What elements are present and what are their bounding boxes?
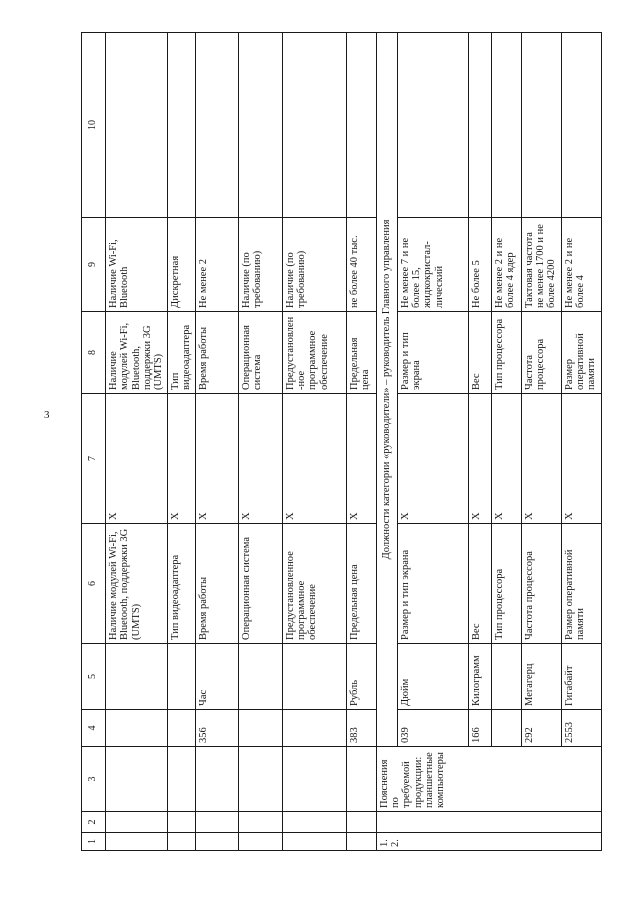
table-cell (106, 747, 168, 812)
header-row (82, 33, 106, 851)
table-cell: Вес (468, 312, 491, 394)
table-cell: Тактовая частота не менее 1700 и не более 4200 (521, 218, 561, 312)
table-cell (106, 33, 168, 218)
header-cell: 6 (82, 524, 106, 644)
table-cell: X (468, 394, 491, 524)
table-cell (238, 812, 282, 833)
table-cell: X (282, 394, 346, 524)
table-cell: X (106, 394, 168, 524)
table-row (167, 33, 195, 851)
table-cell: Операционная система (238, 312, 282, 394)
table-cell: 166 (468, 710, 491, 747)
table-cell (238, 833, 282, 851)
table-cell (106, 644, 168, 710)
table-cell (195, 812, 238, 833)
table-cell (282, 833, 346, 851)
table-cell: Не менее 2 и не более 4 (561, 218, 601, 312)
requirements-table (81, 32, 602, 851)
table-cell (167, 644, 195, 710)
table-cell: Тип видеоадаптера (167, 312, 195, 394)
table-cell: Не более 5 (468, 218, 491, 312)
table-cell: Частота процессора (521, 312, 561, 394)
table-cell (491, 710, 521, 747)
table-cell: Размер и тип экрана (397, 524, 468, 644)
table-cell (238, 747, 282, 812)
header-cell: 9 (82, 218, 106, 312)
table-cell: Тип процессора (491, 312, 521, 394)
table-cell (167, 747, 195, 812)
table-cell: Тип процессора (491, 524, 521, 644)
header-cell: 3 (82, 747, 106, 812)
table-cell: Предельная цена (346, 524, 376, 644)
table-cell (282, 710, 346, 747)
item-1-2-row (376, 33, 397, 851)
table-row (521, 33, 561, 851)
table-cell (282, 33, 346, 218)
table-cell: Гигабайт (561, 644, 601, 710)
table-cell: 2553 (561, 710, 601, 747)
table-cell (106, 710, 168, 747)
table-cell (238, 710, 282, 747)
table-cell: Операционная система (238, 524, 282, 644)
item-explanation: Пояснения по требуемой продукции: планшетные компьютеры (376, 747, 601, 812)
rotated-sheet (81, 33, 598, 851)
section-title: Должности категории «руководители» – руководитель Главного управления (376, 33, 397, 747)
table-row (397, 33, 468, 851)
table-cell: Дюйм (397, 644, 468, 710)
table-cell: Рубль (346, 644, 376, 710)
table-cell: Тип видеоадаптера (167, 524, 195, 644)
table-cell (282, 812, 346, 833)
table-cell: Наличие (по требованию) (238, 218, 282, 312)
table-row (468, 33, 491, 851)
table-cell (282, 747, 346, 812)
table-cell: Наличие (по требованию) (282, 218, 346, 312)
table-row (491, 33, 521, 851)
table-cell (238, 644, 282, 710)
table-cell (491, 33, 521, 218)
table-cell: Размер оперативной памяти (561, 312, 601, 394)
table-cell: Предустановленное программное обеспечение (282, 524, 346, 644)
header-cell: 10 (82, 33, 106, 218)
table-cell: Не менее 2 (195, 218, 238, 312)
table-cell (167, 833, 195, 851)
table-cell: Время работы (195, 312, 238, 394)
table-cell: Килограмм (468, 644, 491, 710)
table-cell (106, 833, 168, 851)
table-cell (521, 33, 561, 218)
table-cell: Дискретная (167, 218, 195, 312)
table-cell (561, 33, 601, 218)
table-cell (167, 710, 195, 747)
table-cell (346, 833, 376, 851)
table-cell (491, 644, 521, 710)
table-cell (346, 33, 376, 218)
table-cell (376, 812, 601, 833)
table-cell: Не менее 7 и не более 15, жидкокристал-лический (397, 218, 468, 312)
table-cell: X (238, 394, 282, 524)
table-cell: 356 (195, 710, 238, 747)
table-cell: Наличие модулей Wi-Fi, Bluetooth, поддержки 3G (UMTS) (106, 524, 168, 644)
table-row (282, 33, 346, 851)
table-cell: X (561, 394, 601, 524)
table-cell: X (491, 394, 521, 524)
table-cell: Вес (468, 524, 491, 644)
table-cell: Наличие Wi-Fi, Bluetooth (106, 218, 168, 312)
header-cell: 8 (82, 312, 106, 394)
table-cell (167, 812, 195, 833)
table-cell: Не менее 2 и не более 4 ядер (491, 218, 521, 312)
page-number: 3 (44, 409, 50, 421)
table-cell (346, 812, 376, 833)
table-cell: X (195, 394, 238, 524)
header-cell: 7 (82, 394, 106, 524)
table-cell: Размер и тип экрана (397, 312, 468, 394)
header-cell: 4 (82, 710, 106, 747)
table-cell (167, 33, 195, 218)
table-cell (397, 33, 468, 218)
table-cell (195, 747, 238, 812)
table-cell: Час (195, 644, 238, 710)
table-cell (468, 33, 491, 218)
table-cell: 383 (346, 710, 376, 747)
header-cell: 2 (82, 812, 106, 833)
table-cell: Предустановлен-ное программное обеспечение (282, 312, 346, 394)
table-cell: Частота процессора (521, 524, 561, 644)
table-cell: Предельная цена (346, 312, 376, 394)
table-row (195, 33, 238, 851)
header-cell: 5 (82, 644, 106, 710)
table-cell: X (346, 394, 376, 524)
table-cell (106, 812, 168, 833)
table-cell: Мегагерц (521, 644, 561, 710)
table-cell: X (521, 394, 561, 524)
table-cell: не более 40 тыс. (346, 218, 376, 312)
table-cell (346, 747, 376, 812)
table-cell: Наличие модулей Wi-Fi, Bluetooth, поддержки 3G (UMTS) (106, 312, 168, 394)
table-row (346, 33, 376, 851)
table-cell (195, 33, 238, 218)
rotated-content (81, 33, 598, 851)
table-cell: Время работы (195, 524, 238, 644)
table-row (106, 33, 168, 851)
table-cell: 292 (521, 710, 561, 747)
table-cell (195, 833, 238, 851)
header-cell: 1 (82, 833, 106, 851)
table-cell (282, 644, 346, 710)
table-cell: X (167, 394, 195, 524)
table-cell: 039 (397, 710, 468, 747)
table-row (238, 33, 282, 851)
item-number: 1.2. (376, 833, 601, 851)
table-row (561, 33, 601, 851)
table-cell (238, 33, 282, 218)
table-cell: X (397, 394, 468, 524)
table-cell: Размер оперативной памяти (561, 524, 601, 644)
